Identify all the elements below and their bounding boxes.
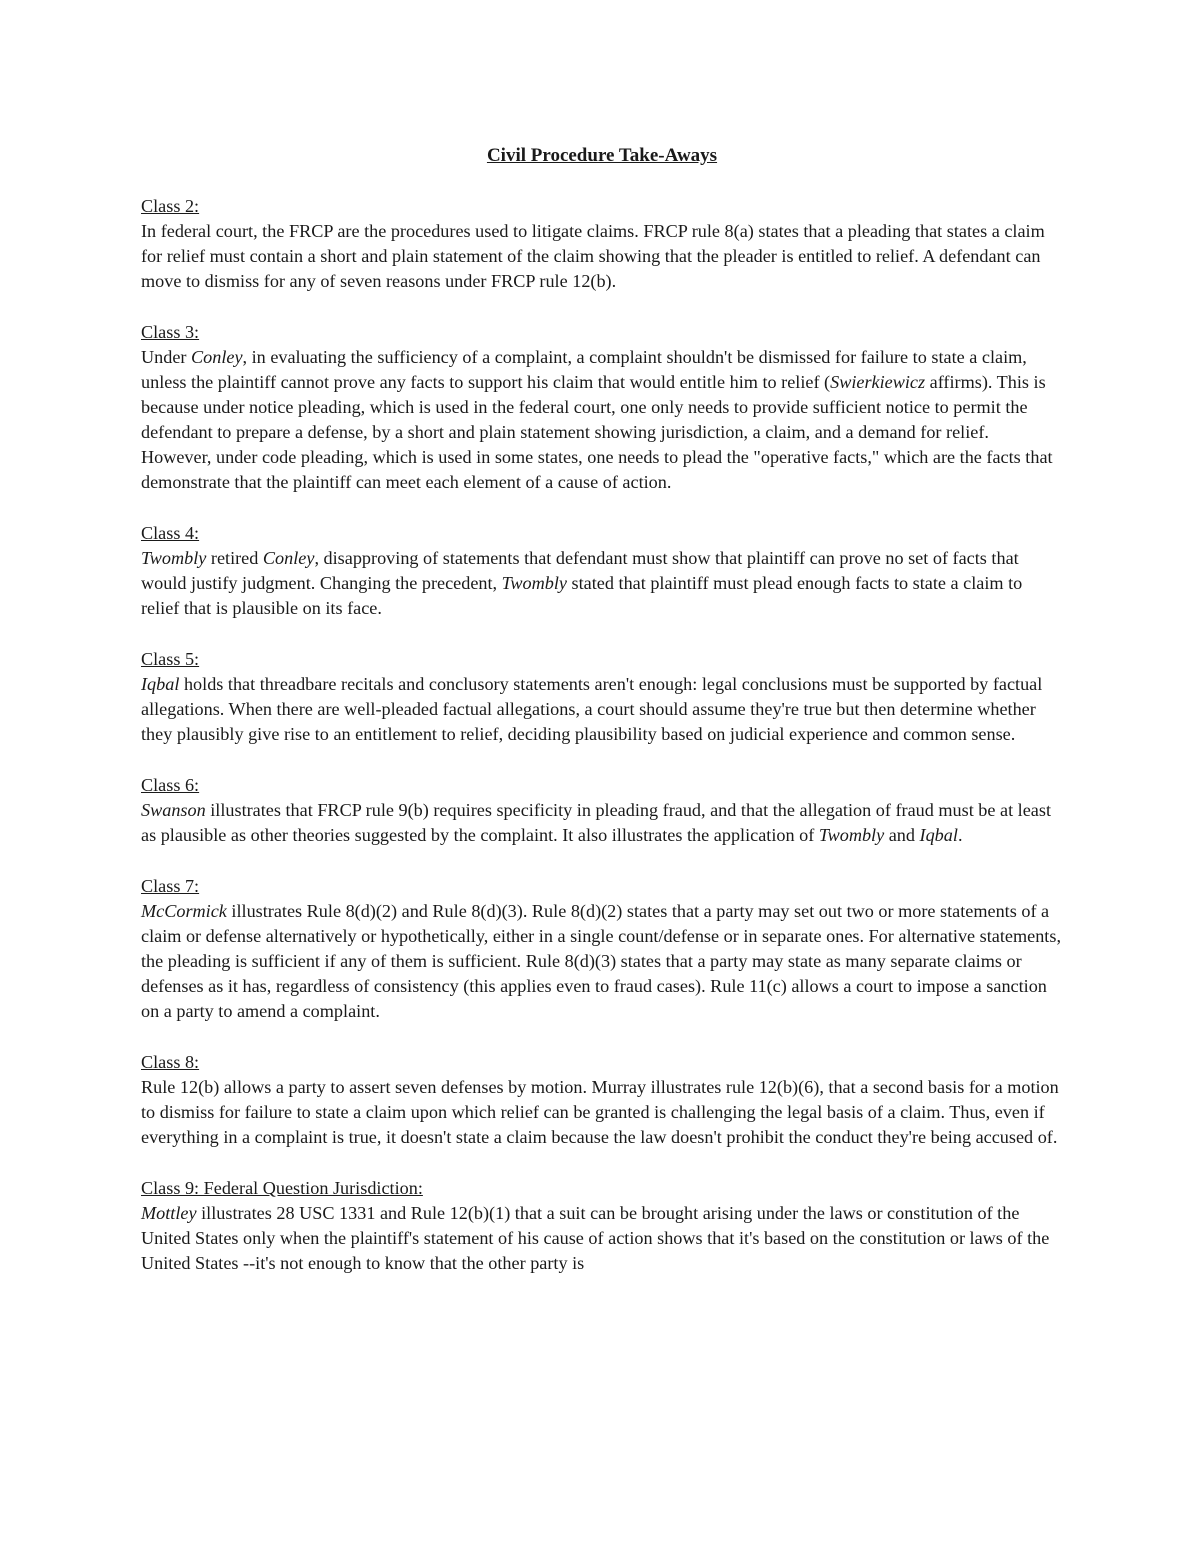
section-class: [141, 773, 1063, 848]
body-text-run: Under: [141, 347, 191, 367]
body-text-run: holds that threadbare recitals and conclusory statements aren't enough: legal conclusions must be supported by factual allegations. When there are well-pleaded factual allegations, a court should assume they're true but then determine whether they plausibly give rise to an entitlement to relief, deciding plausibility based on judicial experience and common sense.: [141, 674, 1043, 744]
body-text-run: retired: [206, 548, 263, 568]
body-text-run: illustrates that FRCP rule 9(b) requires specificity in pleading fraud, and that the allegation of fraud must be at least as plausible as other theories suggested by the complaint. It also illustrates the application of: [141, 800, 1052, 845]
section-class: [141, 194, 1063, 294]
case-name: Conley: [262, 548, 315, 568]
body-text-run: Rule 12(b) allows a party to assert seven defenses by motion. Murray illustrates rule 12(b)(6), that a second basis for a motion to dismiss for failure to state a claim upon which relief can be granted is challenging the legal basis of a claim. Thus, even if everything in a complaint is true, it doesn't state a claim because the law doesn't prohibit the conduct they're being accused of.: [141, 1077, 1059, 1147]
section-heading: Class 6:: [141, 775, 200, 795]
section-class: [141, 320, 1063, 495]
section-body: [141, 672, 1063, 747]
body-text-run: affirms). This is because under notice pleading, which is used in the federal court, one only needs to provide sufficient notice to permit the defendant to prepare a defense, by a short and plain statement showing jurisdiction, a claim, and a demand for relief. However, under code pleading, which is used in some states, one needs to plead the "operative facts," which are the facts that demonstrate that the plaintiff can meet each element of a cause of action.: [141, 372, 1053, 492]
case-name: Conley: [191, 347, 243, 367]
document-page: [141, 143, 1063, 1302]
section-heading: Class 3:: [141, 322, 200, 342]
section-body: [141, 345, 1063, 495]
section-body: [141, 899, 1063, 1024]
body-text-run: stated that plaintiff must plead enough facts to state a claim to relief that is plausible on its face.: [141, 573, 1023, 618]
section-body: [141, 1075, 1063, 1150]
document-title: Civil Procedure Take-Aways: [486, 145, 718, 166]
case-name: Iqbal: [919, 825, 958, 845]
case-name: Twombly: [141, 548, 207, 568]
section-heading: Class 5:: [141, 649, 200, 669]
body-text-run: , in evaluating the sufficiency of a complaint, a complaint shouldn't be dismissed for failure to state a claim, unless the plaintiff cannot prove any facts to support his claim that would entitle him to relief (: [141, 347, 1027, 392]
section-class: [141, 521, 1063, 621]
section-class: [141, 647, 1063, 747]
case-name: Iqbal: [141, 674, 180, 694]
body-text-run: illustrates 28 USC 1331 and Rule 12(b)(1) that a suit can be brought arising under the laws or constitution of the United States only when the plaintiff's statement of his cause of action shows that it's based on the constitution or laws of the United States --it's not enough to know that the other party is: [141, 1203, 1050, 1273]
section-heading: Class 4:: [141, 523, 200, 543]
section-heading: Class 9: Federal Question Jurisdiction:: [141, 1178, 423, 1198]
case-name: McCormick: [141, 901, 227, 921]
body-text-run: and: [884, 825, 920, 845]
case-name: Swierkiewicz: [830, 372, 926, 392]
body-text-run: .: [957, 825, 963, 845]
section-class: [141, 1050, 1063, 1150]
document-body: [141, 194, 1063, 1276]
section-body: [141, 798, 1063, 848]
body-text-run: In federal court, the FRCP are the procedures used to litigate claims. FRCP rule 8(a) states that a pleading that states a claim for relief must contain a short and plain statement of the claim showing that the pleader is entitled to relief. A defendant can move to dismiss for any of seven reasons under FRCP rule 12(b).: [141, 221, 1045, 291]
case-name: Twombly: [501, 573, 567, 593]
section-heading: Class 8:: [141, 1052, 200, 1072]
section-body: [141, 1201, 1063, 1276]
body-text-run: illustrates Rule 8(d)(2) and Rule 8(d)(3). Rule 8(d)(2) states that a party may set out two or more statements of a claim or defense alternatively or hypothetically, either in a single count/defense or in separate ones. For alternative statements, the pleading is sufficient if any of them is sufficient. Rule 8(d)(3) states that a party may state as many separate claims or defenses as it has, regardless of consistency (this applies even to fraud cases). Rule 11(c) allows a court to impose a sanction on a party to amend a complaint.: [141, 901, 1061, 1021]
section-class: [141, 874, 1063, 1024]
section-class: [141, 1176, 1063, 1276]
body-text-run: , disapproving of statements that defendant must show that plaintiff can prove no set of facts that would justify judgment. Changing the precedent,: [141, 548, 1019, 593]
section-body: [141, 546, 1063, 621]
case-name: Mottley: [141, 1203, 197, 1223]
section-heading: Class 2:: [141, 196, 200, 216]
case-name: Twombly: [818, 825, 885, 845]
case-name: Swanson: [141, 800, 206, 820]
section-body: [141, 219, 1063, 294]
section-heading: Class 7:: [141, 876, 200, 896]
